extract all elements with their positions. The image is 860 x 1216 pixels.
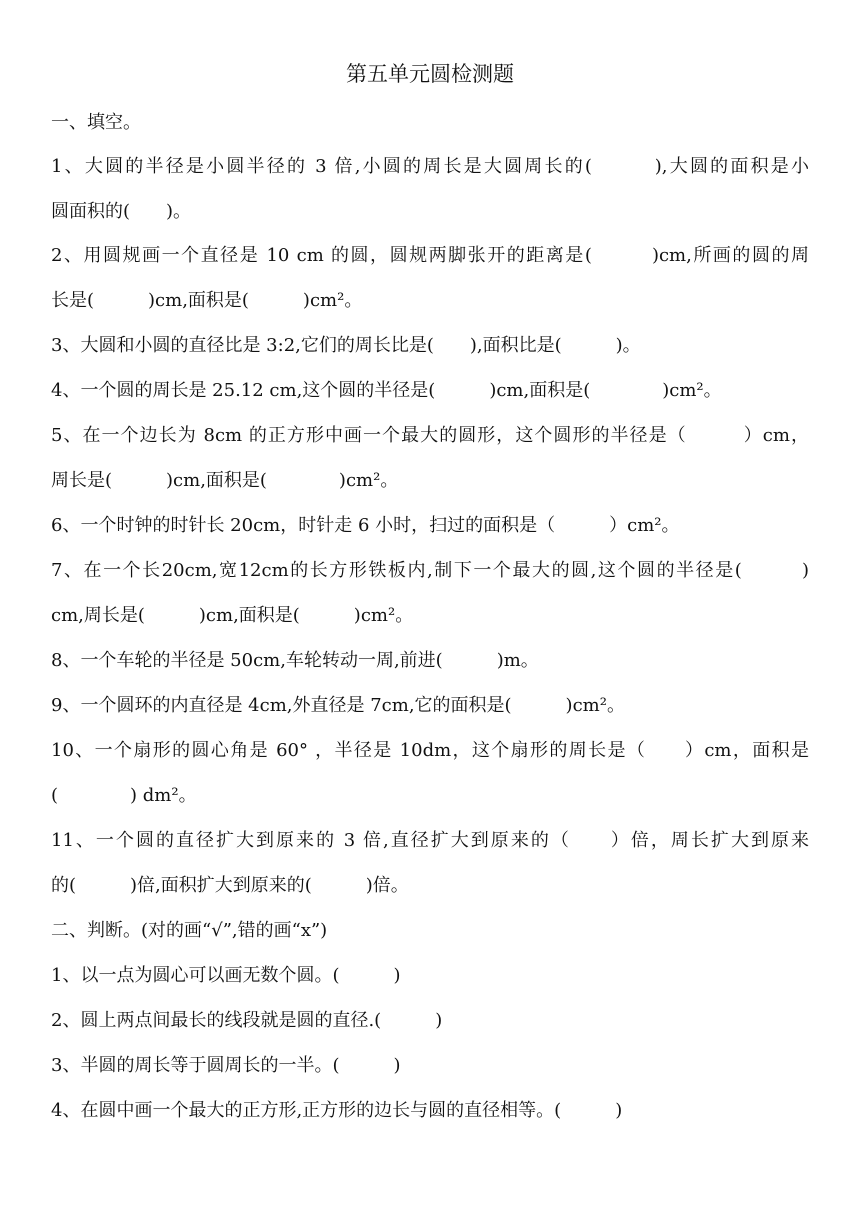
page-title: 第五单元圆检测题 (346, 62, 514, 86)
judgment-2: 2、圆上两点间最长的线段就是圆的直径.( ) (51, 1010, 443, 1031)
question-5-line-2: 周长是( )cm,面积是( )cm²。 (51, 470, 399, 491)
judgment-4: 4、在圆中画一个最大的正方形,正方形的边长与圆的直径相等。( ) (51, 1100, 623, 1121)
question-3: 3、大圆和小圆的直径比是 3:2,它们的周长比是( ),面积比是( )。 (51, 335, 641, 356)
question-2-line-2: 长是( )cm,面积是( )cm²。 (51, 290, 363, 311)
question-4: 4、一个圆的周长是 25.12 cm,这个圆的半径是( )cm,面积是( )cm²。 (51, 380, 722, 401)
question-1-line-1: 1、大圆的半径是小圆半径的 3 倍,小圆的周长是大圆周长的( ),大圆的面积是小 (51, 156, 809, 177)
question-7-line-2: cm,周长是( )cm,面积是( )cm²。 (51, 605, 414, 626)
judgment-3: 3、半圆的周长等于圆周长的一半。( ) (51, 1055, 401, 1076)
question-11-line-2: 的( )倍,面积扩大到原来的( )倍。 (51, 875, 409, 896)
question-10-line-2: ( ) dm²。 (51, 785, 197, 806)
section-heading-fill-blank: 一、填空。 (51, 112, 141, 133)
question-8: 8、一个车轮的半径是 50cm,车轮转动一周,前进( )m。 (51, 650, 539, 671)
question-11-line-1: 11、一个圆的直径扩大到原来的 3 倍,直径扩大到原来的（ ）倍，周长扩大到原来 (51, 830, 809, 851)
question-1-line-2: 圆面积的( )。 (51, 201, 192, 222)
question-10-line-1: 10、一个扇形的圆心角是 60° ，半径是 10dm，这个扇形的周长是（ ）cm，面积是 (51, 740, 809, 761)
question-5-line-1: 5、在一个边长为 8cm 的正方形中画一个最大的圆形，这个圆形的半径是（ ）cm， (51, 425, 809, 446)
section-heading-true-false: 二、判断。(对的画“√”,错的画“x”) (51, 920, 328, 941)
question-7-line-1: 7、在一个长20cm,宽12cm的长方形铁板内,制下一个最大的圆,这个圆的半径是( ) (51, 560, 809, 581)
question-6: 6、一个时钟的时针长 20cm，时针走 6 小时，扫过的面积是（ ）cm²。 (51, 515, 680, 536)
question-2-line-1: 2、用圆规画一个直径是 10 cm 的圆，圆规两脚张开的距离是( )cm,所画的圆的周 (51, 245, 809, 266)
judgment-1: 1、以一点为圆心可以画无数个圆。( ) (51, 965, 401, 986)
question-9: 9、一个圆环的内直径是 4cm,外直径是 7cm,它的面积是( )cm²。 (51, 695, 625, 716)
